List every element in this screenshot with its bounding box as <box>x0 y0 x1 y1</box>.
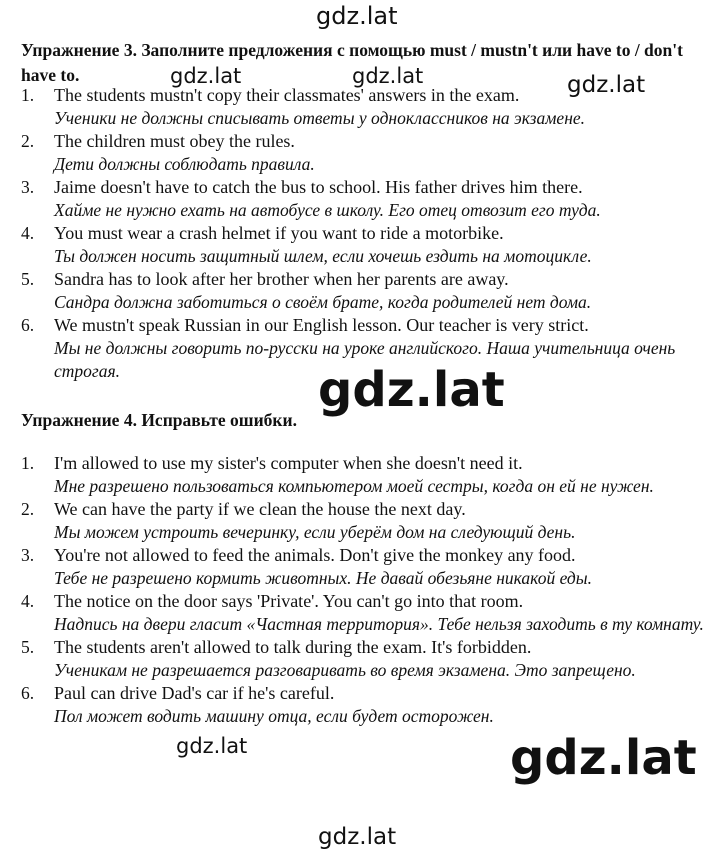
list-item <box>21 222 711 268</box>
english-sentence: Paul can drive Dad's car if he's careful. <box>54 683 335 703</box>
exercise-4-title: Упражнение 4. Исправьте ошибки. <box>21 410 297 430</box>
list-item <box>21 544 711 590</box>
russian-translation: Надпись на двери гласит «Частная территория». Тебе нельзя заходить в ту комнату. <box>54 614 704 634</box>
english-sentence: We can have the party if we clean the house the next day. <box>54 499 466 519</box>
item-number: 1. <box>21 85 35 105</box>
list-item <box>21 636 711 682</box>
item-number: 5. <box>21 269 35 289</box>
english-sentence: You're not allowed to feed the animals. Don't give the monkey any food. <box>54 545 576 565</box>
item-number: 1. <box>21 453 35 473</box>
english-sentence: The students aren't allowed to talk during the exam. It's forbidden. <box>54 637 532 657</box>
english-sentence: You must wear a crash helmet if you want to ride a motorbike. <box>54 223 504 243</box>
english-sentence: The notice on the door says 'Private'. You can't go into that room. <box>54 591 524 611</box>
list-item <box>21 682 711 728</box>
russian-translation: Мы можем устроить вечеринку, если уберём дом на следующий день. <box>54 522 576 542</box>
russian-translation: Ученикам не разрешается разговаривать во время экзамена. Это запрещено. <box>54 660 636 680</box>
russian-translation: Тебе не разрешено кормить животных. Не давай обезьяне никакой еды. <box>54 568 592 588</box>
english-sentence: The students mustn't copy their classmates' answers in the exam. <box>54 85 520 105</box>
watermark-small: gdz.lat <box>170 64 242 88</box>
list-item <box>21 176 711 222</box>
russian-translation: Ты должен носить защитный шлем, если хочешь ездить на мотоцикле. <box>54 246 592 266</box>
english-sentence: We mustn't speak Russian in our English lesson. Our teacher is very strict. <box>54 315 589 335</box>
watermark-bottom: gdz.lat <box>318 824 397 850</box>
list-item <box>21 130 711 176</box>
watermark-small: gdz.lat <box>352 64 424 88</box>
exercise-3-title: Упражнение 3. Заполните предложения с помощью must / mustn't или have to / don't have to. <box>21 40 683 85</box>
english-sentence: The children must obey the rules. <box>54 131 295 151</box>
watermark-large: gdz.lat <box>510 730 697 786</box>
russian-translation: Мы не должны говорить по-русски на уроке английского. Наша учительница очень строгая. <box>54 338 676 381</box>
list-item <box>21 268 711 314</box>
watermark-small: gdz.lat <box>567 72 646 98</box>
russian-translation: Дети должны соблюдать правила. <box>54 154 315 174</box>
russian-translation: Сандра должна заботиться о своём брате, когда родителей нет дома. <box>54 292 592 312</box>
exercise-3-list <box>21 84 711 383</box>
exercise-4-list <box>21 452 711 728</box>
english-sentence: Jaime doesn't have to catch the bus to school. His father drives him there. <box>54 177 583 197</box>
russian-translation: Мне разрешено пользоваться компьютером моей сестры, когда он ей не нужен. <box>54 476 654 496</box>
russian-translation: Хайме не нужно ехать на автобусе в школу. Его отец отвозит его туда. <box>54 200 601 220</box>
russian-translation: Ученики не должны списывать ответы у одноклассников на экзамене. <box>54 108 586 128</box>
item-number: 6. <box>21 315 35 335</box>
list-item <box>21 498 711 544</box>
list-item <box>21 452 711 498</box>
item-number: 4. <box>21 591 35 611</box>
item-number: 6. <box>21 683 35 703</box>
item-number: 5. <box>21 637 35 657</box>
english-sentence: I'm allowed to use my sister's computer when she doesn't need it. <box>54 453 523 473</box>
item-number: 3. <box>21 177 35 197</box>
item-number: 2. <box>21 499 35 519</box>
item-number: 4. <box>21 223 35 243</box>
item-number: 3. <box>21 545 35 565</box>
watermark-top: gdz.lat <box>316 2 398 30</box>
item-number: 2. <box>21 131 35 151</box>
watermark-large: gdz.lat <box>318 362 505 418</box>
watermark-small: gdz.lat <box>176 734 248 758</box>
list-item <box>21 590 711 636</box>
english-sentence: Sandra has to look after her brother when her parents are away. <box>54 269 509 289</box>
russian-translation: Пол может водить машину отца, если будет осторожен. <box>54 706 494 726</box>
